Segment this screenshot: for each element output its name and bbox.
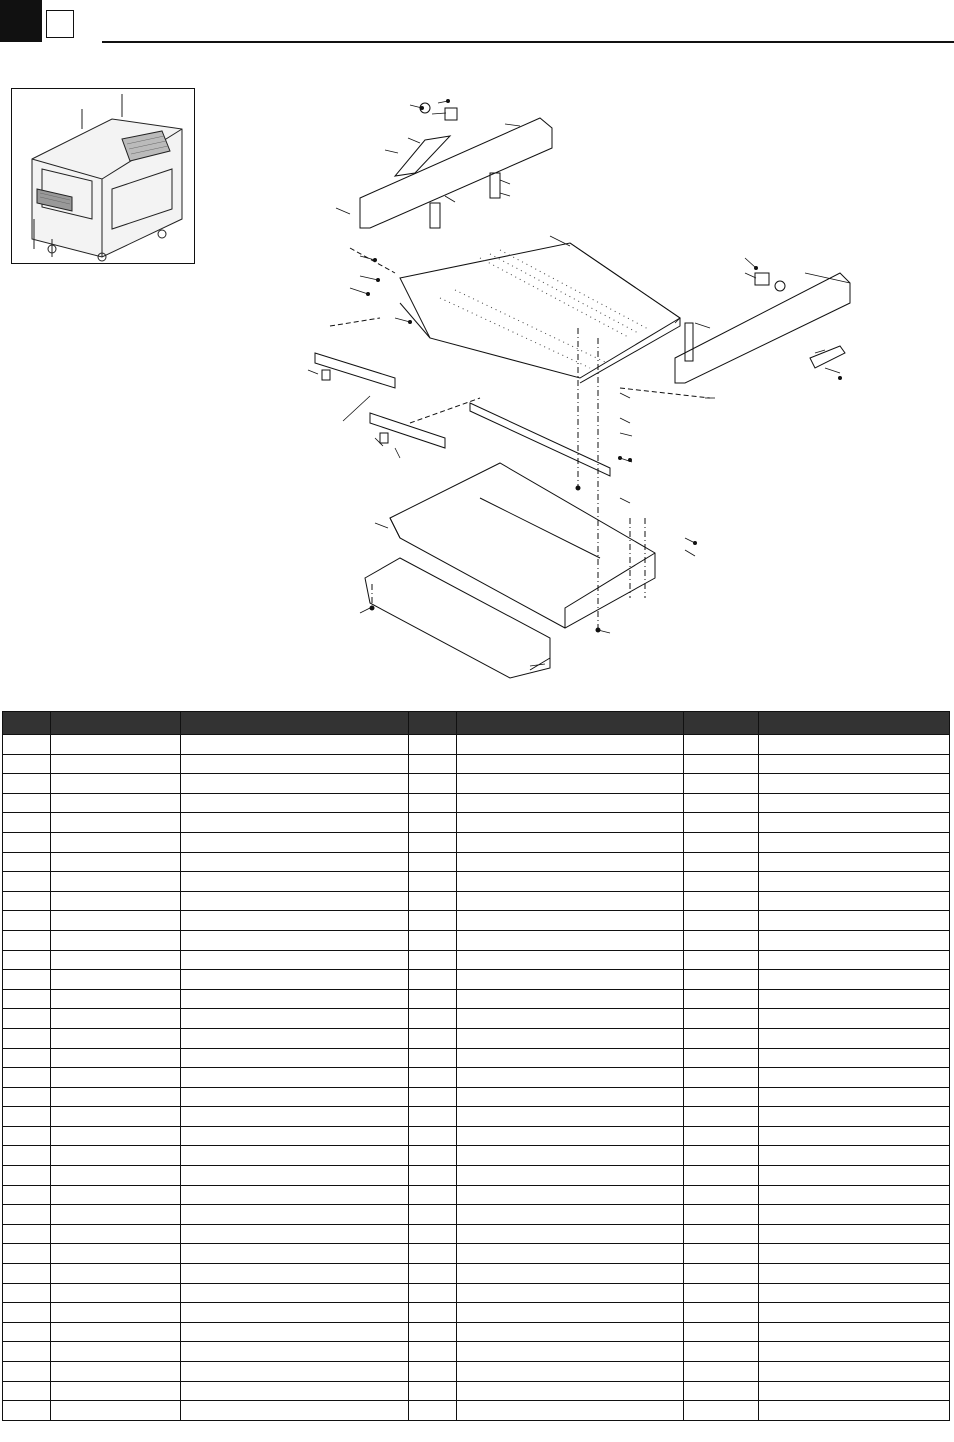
table-cell: [457, 1205, 684, 1225]
table-cell: [409, 950, 457, 970]
table-cell: [684, 989, 759, 1009]
table-cell: [3, 735, 51, 755]
table-cell: [409, 735, 457, 755]
table-cell: [51, 1185, 181, 1205]
table-cell: [684, 1087, 759, 1107]
table-cell: [457, 774, 684, 794]
table-row: [3, 852, 950, 872]
table-cell: [684, 1322, 759, 1342]
table-row: [3, 1322, 950, 1342]
table-cell: [759, 774, 950, 794]
table-cell: [409, 891, 457, 911]
table-cell: [181, 793, 409, 813]
table-row: [3, 832, 950, 852]
table-cell: [181, 1087, 409, 1107]
table-cell: [409, 1126, 457, 1146]
table-cell: [457, 911, 684, 931]
table-cell: [3, 891, 51, 911]
table-cell: [409, 1048, 457, 1068]
table-cell: [3, 1264, 51, 1284]
table-cell: [51, 1028, 181, 1048]
table-cell: [51, 970, 181, 990]
table-cell: [181, 911, 409, 931]
table-cell: [457, 1244, 684, 1264]
table-cell: [51, 1068, 181, 1088]
table-cell: [409, 1146, 457, 1166]
table-cell: [457, 1264, 684, 1284]
table-cell: [181, 1401, 409, 1421]
parts-table-body: [3, 735, 950, 1421]
table-cell: [684, 813, 759, 833]
table-cell: [51, 832, 181, 852]
table-cell: [51, 1362, 181, 1382]
table-cell: [3, 970, 51, 990]
table-cell: [181, 1303, 409, 1323]
table-cell: [3, 1283, 51, 1303]
table-cell: [51, 735, 181, 755]
table-cell: [181, 1068, 409, 1088]
table-cell: [409, 989, 457, 1009]
table-cell: [181, 1009, 409, 1029]
table-cell: [3, 1205, 51, 1225]
table-cell: [759, 1224, 950, 1244]
table-cell: [409, 813, 457, 833]
table-cell: [684, 1126, 759, 1146]
table-cell: [759, 1185, 950, 1205]
table-row: [3, 1283, 950, 1303]
table-cell: [181, 1126, 409, 1146]
column-header: [759, 712, 950, 735]
table-cell: [684, 970, 759, 990]
table-row: [3, 1028, 950, 1048]
table-cell: [457, 1166, 684, 1186]
table-row: [3, 1185, 950, 1205]
table-cell: [409, 774, 457, 794]
table-cell: [409, 970, 457, 990]
table-cell: [409, 1028, 457, 1048]
table-cell: [181, 754, 409, 774]
table-cell: [457, 735, 684, 755]
table-row: [3, 872, 950, 892]
table-cell: [684, 1166, 759, 1186]
table-cell: [759, 793, 950, 813]
table-cell: [684, 1401, 759, 1421]
table-cell: [409, 832, 457, 852]
table-cell: [3, 911, 51, 931]
table-cell: [759, 1146, 950, 1166]
column-header: [3, 712, 51, 735]
table-cell: [3, 1126, 51, 1146]
table-cell: [51, 911, 181, 931]
table-cell: [457, 1107, 684, 1127]
table-cell: [409, 1166, 457, 1186]
table-cell: [181, 735, 409, 755]
table-cell: [759, 1362, 950, 1382]
table-cell: [684, 1185, 759, 1205]
table-cell: [51, 1087, 181, 1107]
assembly-drawing: [200, 78, 900, 688]
table-cell: [3, 1185, 51, 1205]
table-cell: [3, 1401, 51, 1421]
table-cell: [409, 1322, 457, 1342]
table-cell: [3, 754, 51, 774]
table-row: [3, 1009, 950, 1029]
table-cell: [3, 950, 51, 970]
table-cell: [457, 1185, 684, 1205]
table-cell: [181, 774, 409, 794]
table-cell: [3, 1166, 51, 1186]
table-cell: [51, 1264, 181, 1284]
table-cell: [457, 1283, 684, 1303]
table-cell: [759, 1381, 950, 1401]
table-cell: [409, 930, 457, 950]
table-cell: [51, 774, 181, 794]
table-cell: [759, 754, 950, 774]
table-cell: [457, 1381, 684, 1401]
table-cell: [759, 1283, 950, 1303]
table-cell: [51, 872, 181, 892]
table-cell: [3, 1303, 51, 1323]
table-cell: [181, 1048, 409, 1068]
table-cell: [3, 774, 51, 794]
table-cell: [409, 872, 457, 892]
column-header: [181, 712, 409, 735]
table-row: [3, 735, 950, 755]
table-cell: [457, 1401, 684, 1421]
table-cell: [759, 1322, 950, 1342]
table-cell: [684, 1381, 759, 1401]
table-cell: [181, 1264, 409, 1284]
table-cell: [51, 793, 181, 813]
table-cell: [3, 1342, 51, 1362]
table-row: [3, 1146, 950, 1166]
table-cell: [3, 872, 51, 892]
table-cell: [684, 852, 759, 872]
table-cell: [181, 989, 409, 1009]
table-row: [3, 989, 950, 1009]
table-cell: [684, 1028, 759, 1048]
table-cell: [457, 1342, 684, 1362]
table-cell: [3, 852, 51, 872]
table-cell: [409, 852, 457, 872]
table-cell: [759, 813, 950, 833]
column-header: [457, 712, 684, 735]
table-cell: [181, 872, 409, 892]
table-cell: [684, 1303, 759, 1323]
table-cell: [409, 1342, 457, 1362]
table-cell: [759, 1264, 950, 1284]
table-cell: [409, 1303, 457, 1323]
table-cell: [409, 911, 457, 931]
table-cell: [51, 754, 181, 774]
table-cell: [3, 1107, 51, 1127]
table-cell: [684, 1244, 759, 1264]
table-row: [3, 1381, 950, 1401]
table-cell: [457, 989, 684, 1009]
table-row: [3, 1264, 950, 1284]
table-cell: [759, 911, 950, 931]
table-cell: [181, 852, 409, 872]
table-cell: [181, 1166, 409, 1186]
table-cell: [684, 1264, 759, 1284]
table-cell: [409, 754, 457, 774]
table-row: [3, 754, 950, 774]
table-cell: [181, 1322, 409, 1342]
table-cell: [759, 1342, 950, 1362]
table-cell: [181, 1185, 409, 1205]
table-cell: [3, 793, 51, 813]
table-cell: [457, 1362, 684, 1382]
table-cell: [181, 813, 409, 833]
table-cell: [409, 1401, 457, 1421]
table-cell: [684, 832, 759, 852]
table-cell: [3, 1146, 51, 1166]
table-cell: [684, 1146, 759, 1166]
header-rule: [102, 41, 954, 43]
table-row: [3, 891, 950, 911]
table-cell: [51, 1166, 181, 1186]
table-cell: [181, 1362, 409, 1382]
table-row: [3, 970, 950, 990]
table-cell: [409, 1362, 457, 1382]
table-cell: [181, 1283, 409, 1303]
table-cell: [51, 1283, 181, 1303]
table-row: [3, 1205, 950, 1225]
table-row: [3, 950, 950, 970]
machine-illustration: [12, 89, 194, 263]
table-cell: [51, 1009, 181, 1029]
table-cell: [51, 1107, 181, 1127]
table-cell: [684, 1283, 759, 1303]
table-cell: [3, 1009, 51, 1029]
table-cell: [457, 1322, 684, 1342]
table-cell: [51, 1401, 181, 1421]
table-cell: [759, 891, 950, 911]
table-cell: [457, 891, 684, 911]
table-cell: [759, 930, 950, 950]
table-cell: [457, 1224, 684, 1244]
table-cell: [759, 1244, 950, 1264]
table-cell: [759, 1166, 950, 1186]
table-cell: [457, 1009, 684, 1029]
table-cell: [684, 930, 759, 950]
table-cell: [759, 1205, 950, 1225]
table-cell: [181, 1244, 409, 1264]
table-cell: [3, 1068, 51, 1088]
table-cell: [409, 793, 457, 813]
table-cell: [457, 1068, 684, 1088]
section-number-box: [46, 10, 74, 38]
table-cell: [457, 1028, 684, 1048]
table-cell: [759, 1028, 950, 1048]
table-cell: [3, 1087, 51, 1107]
machine-overview-thumbnail: [11, 88, 195, 264]
table-cell: [759, 735, 950, 755]
table-cell: [759, 1087, 950, 1107]
table-cell: [181, 1146, 409, 1166]
table-cell: [759, 950, 950, 970]
table-cell: [457, 872, 684, 892]
table-cell: [51, 1205, 181, 1225]
table-cell: [759, 989, 950, 1009]
table-cell: [181, 1381, 409, 1401]
table-cell: [51, 1381, 181, 1401]
table-cell: [3, 930, 51, 950]
table-cell: [457, 754, 684, 774]
table-cell: [457, 1126, 684, 1146]
table-row: [3, 1401, 950, 1421]
table-row: [3, 1126, 950, 1146]
table-cell: [684, 754, 759, 774]
table-cell: [684, 872, 759, 892]
column-header: [409, 712, 457, 735]
table-cell: [51, 891, 181, 911]
table-cell: [181, 1342, 409, 1362]
table-row: [3, 1087, 950, 1107]
table-cell: [409, 1087, 457, 1107]
table-cell: [181, 1205, 409, 1225]
table-cell: [684, 774, 759, 794]
table-cell: [759, 1107, 950, 1127]
table-row: [3, 1224, 950, 1244]
table-row: [3, 1303, 950, 1323]
table-cell: [51, 950, 181, 970]
table-row: [3, 911, 950, 931]
table-cell: [457, 1048, 684, 1068]
table-header-row: [3, 712, 950, 735]
table-row: [3, 813, 950, 833]
table-cell: [759, 872, 950, 892]
table-cell: [759, 970, 950, 990]
table-cell: [457, 930, 684, 950]
table-cell: [684, 911, 759, 931]
table-cell: [759, 1303, 950, 1323]
table-cell: [409, 1381, 457, 1401]
table-cell: [457, 813, 684, 833]
table-cell: [759, 832, 950, 852]
table-cell: [457, 970, 684, 990]
column-header: [684, 712, 759, 735]
table-row: [3, 1166, 950, 1186]
table-cell: [3, 1244, 51, 1264]
table-cell: [759, 1068, 950, 1088]
section-tab-marker: [0, 0, 42, 42]
table-cell: [684, 950, 759, 970]
table-cell: [457, 1146, 684, 1166]
table-cell: [684, 735, 759, 755]
table-cell: [684, 793, 759, 813]
table-row: [3, 1362, 950, 1382]
table-cell: [409, 1068, 457, 1088]
table-cell: [457, 832, 684, 852]
table-row: [3, 1107, 950, 1127]
table-cell: [684, 1048, 759, 1068]
table-cell: [409, 1205, 457, 1225]
table-cell: [3, 813, 51, 833]
table-cell: [684, 1362, 759, 1382]
table-cell: [684, 1009, 759, 1029]
table-cell: [3, 989, 51, 1009]
table-cell: [3, 1362, 51, 1382]
table-row: [3, 1244, 950, 1264]
table-cell: [684, 1068, 759, 1088]
table-cell: [759, 1048, 950, 1068]
table-cell: [409, 1185, 457, 1205]
table-cell: [181, 970, 409, 990]
table-cell: [684, 1205, 759, 1225]
table-cell: [51, 1224, 181, 1244]
table-cell: [51, 852, 181, 872]
table-cell: [181, 832, 409, 852]
table-cell: [51, 1244, 181, 1264]
table-cell: [409, 1224, 457, 1244]
table-cell: [457, 1087, 684, 1107]
table-row: [3, 793, 950, 813]
table-row: [3, 930, 950, 950]
table-cell: [51, 930, 181, 950]
table-cell: [3, 1028, 51, 1048]
table-cell: [51, 1048, 181, 1068]
table-cell: [409, 1107, 457, 1127]
exploded-assembly-diagram: [200, 78, 900, 688]
table-cell: [457, 852, 684, 872]
column-header: [51, 712, 181, 735]
table-cell: [759, 1126, 950, 1146]
table-cell: [181, 1107, 409, 1127]
table-cell: [409, 1283, 457, 1303]
table-row: [3, 1048, 950, 1068]
table-cell: [51, 989, 181, 1009]
table-cell: [51, 813, 181, 833]
table-cell: [51, 1322, 181, 1342]
table-cell: [51, 1126, 181, 1146]
table-cell: [759, 852, 950, 872]
table-cell: [3, 1224, 51, 1244]
table-cell: [457, 1303, 684, 1323]
table-cell: [3, 1381, 51, 1401]
table-row: [3, 1342, 950, 1362]
parts-list-table: [2, 711, 950, 1421]
table-cell: [51, 1342, 181, 1362]
table-cell: [684, 1342, 759, 1362]
table-cell: [51, 1146, 181, 1166]
table-cell: [181, 1224, 409, 1244]
table-cell: [684, 1107, 759, 1127]
table-cell: [759, 1401, 950, 1421]
table-cell: [457, 950, 684, 970]
table-cell: [759, 1009, 950, 1029]
table-cell: [181, 950, 409, 970]
table-cell: [684, 891, 759, 911]
table-cell: [457, 793, 684, 813]
table-cell: [409, 1244, 457, 1264]
table-cell: [51, 1303, 181, 1323]
table-cell: [3, 832, 51, 852]
table-cell: [181, 1028, 409, 1048]
table-row: [3, 1068, 950, 1088]
table-cell: [3, 1048, 51, 1068]
table-cell: [181, 930, 409, 950]
table-row: [3, 774, 950, 794]
table-cell: [684, 1224, 759, 1244]
table-cell: [409, 1264, 457, 1284]
table-cell: [409, 1009, 457, 1029]
table-cell: [3, 1322, 51, 1342]
table-cell: [181, 891, 409, 911]
